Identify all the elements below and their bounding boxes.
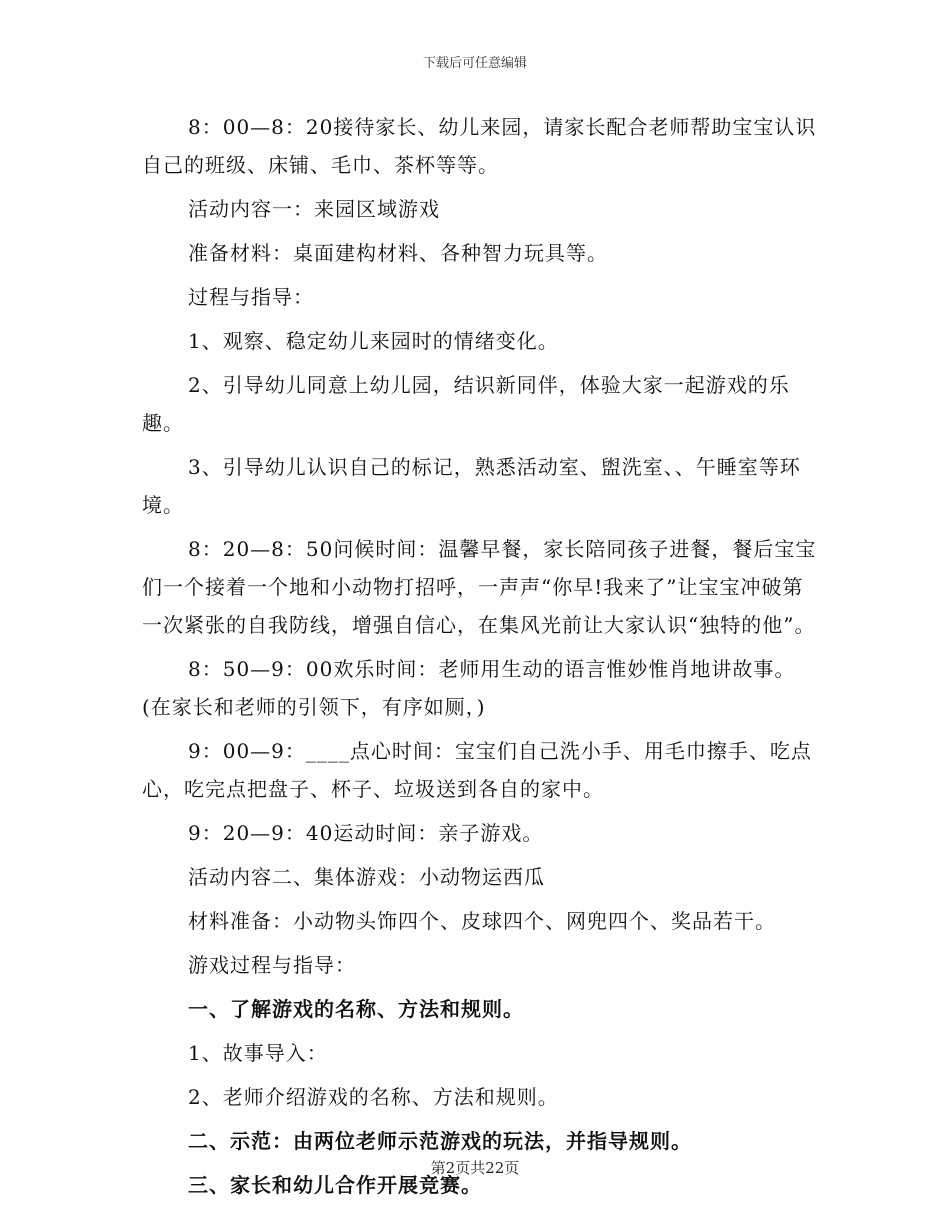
paragraph: 9：00—9：____点心时间：宝宝们自己洗小手、用毛巾擦手、吃点心，吃完点把盘子、杯子、垃圾送到各自的家中。 — [142, 739, 812, 801]
page-footer: 第2页共22页 — [430, 1159, 520, 1177]
section-heading: 一、了解游戏的名称、方法和规则。 — [188, 997, 524, 1021]
paragraph: 过程与指导： — [188, 285, 314, 309]
paragraph: 8：50—9：00欢乐时间：老师用生动的语言惟妙惟肖地讲故事。(在家长和老师的引领下，有序如厕，) — [142, 657, 796, 719]
paragraph: 8：00—8：20接待家长、幼儿来园，请家长配合老师帮助宝宝认识自己的班级、床铺、毛巾、茶杯等等。 — [142, 115, 817, 177]
paragraph: 2、引导幼儿同意上幼儿园，结识新同伴，体验大家一起游戏的乐趣。 — [142, 373, 790, 435]
paragraph: 活动内容一：来园区域游戏 — [188, 197, 440, 221]
paragraph: 活动内容二、集体游戏：小动物运西瓜 — [188, 865, 545, 889]
section-heading: 二、示范：由两位老师示范游戏的玩法，并指导规则。 — [188, 1129, 692, 1153]
paragraph: 2、老师介绍游戏的名称、方法和规则。 — [188, 1085, 559, 1109]
paragraph: 准备材料：桌面建构材料、各种智力玩具等。 — [188, 241, 608, 265]
paragraph: 1、观察、稳定幼儿来园时的情绪变化。 — [188, 329, 559, 353]
document-body — [142, 108, 817, 1210]
section-heading: 三、家长和幼儿合作开展竞赛。 — [188, 1173, 482, 1197]
paragraph: 1、故事导入： — [188, 1041, 328, 1065]
page-header: 下载后可任意编辑 — [422, 56, 527, 71]
paragraph: 游戏过程与指导： — [188, 953, 356, 977]
paragraph: 9：20—9：40运动时间：亲子游戏。 — [188, 821, 544, 845]
paragraph: 材料准备：小动物头饰四个、皮球四个、网兜四个、奖品若干。 — [188, 909, 776, 933]
paragraph: 8：20—8：50问候时间：温馨早餐，家长陪同孩子进餐，餐后宝宝们一个接着一个地和小动物打招呼，一声声“你早!我来了”让宝宝冲破第一次紧张的自我防线，增强自信心，在集风光前让大家认识“独特的他”。 — [142, 537, 817, 637]
paragraph: 3、引导幼儿认识自己的标记，熟悉活动室、盥洗室、、午睡室等环境。 — [142, 455, 801, 517]
